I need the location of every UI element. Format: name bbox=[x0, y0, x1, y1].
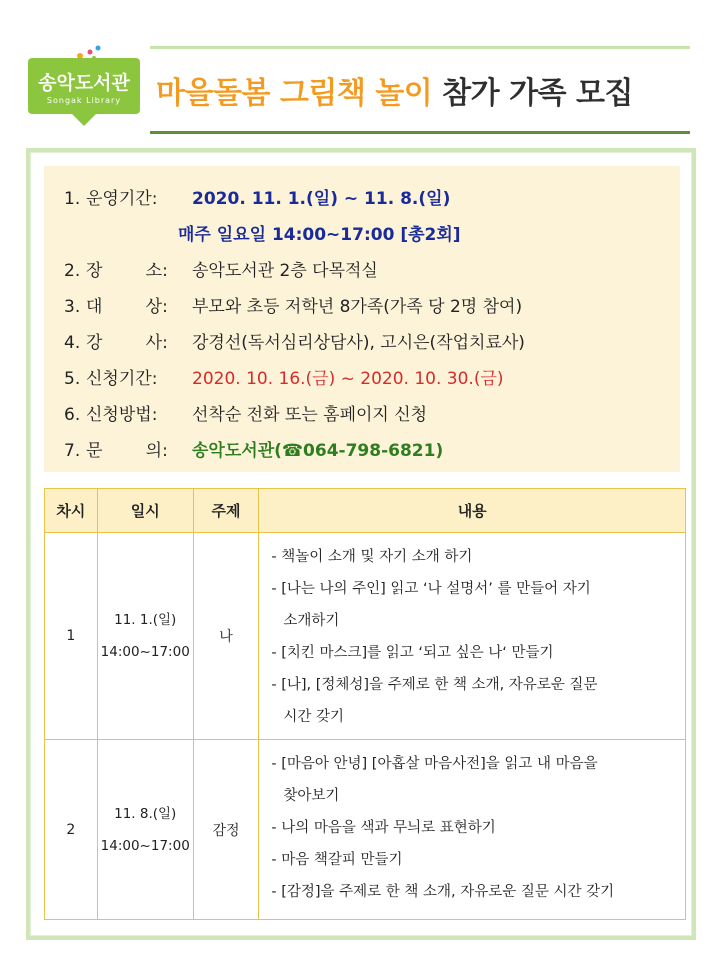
header-content: 내용 bbox=[259, 489, 686, 533]
info-row-period-2 bbox=[64, 220, 680, 256]
info-label: 장 소: bbox=[86, 261, 168, 281]
info-row-contact bbox=[64, 436, 680, 472]
info-row-apply-period bbox=[64, 364, 680, 400]
info-value: 2020. 11. 1.(일) ~ 11. 8.(일) bbox=[192, 189, 451, 209]
info-num: 1. bbox=[64, 189, 81, 209]
content-line: - [마음아 안녕] [아홉살 마음사전]을 읽고 내 마음을 bbox=[271, 756, 598, 772]
info-num: 3. bbox=[64, 297, 81, 317]
content-item bbox=[271, 573, 675, 637]
info-value: 강경선(독서심리상담사), 고시은(작업치료사) bbox=[192, 333, 525, 353]
table-row bbox=[45, 533, 686, 740]
logo-name: 송악도서관 bbox=[38, 71, 130, 94]
session-number: 2 bbox=[45, 740, 98, 920]
info-value: 부모와 초등 저학년 8가족(가족 당 2명 참여) bbox=[192, 297, 523, 317]
info-row-place bbox=[64, 256, 680, 292]
header-topic: 주제 bbox=[193, 489, 259, 533]
session-datetime bbox=[97, 533, 193, 740]
schedule-table bbox=[44, 488, 686, 920]
table-header-row bbox=[45, 489, 686, 533]
title-part-2: 참가 가족 모집 bbox=[442, 76, 633, 111]
info-label: 강 사: bbox=[86, 333, 168, 353]
content-item bbox=[271, 812, 675, 844]
content-line: - [감정]을 주제로 한 책 소개, 자유로운 질문 시간 갖기 bbox=[271, 884, 615, 900]
content-line: - 책놀이 소개 및 자기 소개 하기 bbox=[271, 549, 473, 565]
content-line: - 마음 책갈피 만들기 bbox=[271, 852, 403, 868]
content-continuation: 찾아보기 bbox=[283, 788, 340, 804]
info-value: 송악도서관 2층 다목적실 bbox=[192, 261, 378, 281]
info-num: 2. bbox=[64, 261, 81, 281]
content-item bbox=[271, 541, 675, 573]
content-line: - [치킨 마스크]를 읽고 ‘되고 싶은 나‘ 만들기 bbox=[271, 645, 554, 661]
info-row-period bbox=[64, 184, 680, 220]
content-item bbox=[271, 637, 675, 669]
session-date: 11. 8.(일) bbox=[114, 805, 177, 822]
session-topic: 나 bbox=[193, 533, 259, 740]
info-num: 5. bbox=[64, 369, 81, 389]
header-line-top bbox=[150, 46, 690, 49]
content-line: - [나는 나의 주인] 읽고 ‘나 설명서’ 를 만들어 자기 bbox=[271, 581, 591, 597]
content-line: - 나의 마음을 색과 무늬로 표현하기 bbox=[271, 820, 496, 836]
session-time: 14:00~17:00 bbox=[100, 644, 190, 660]
info-row-apply-method bbox=[64, 400, 680, 436]
title-part-1: 마을돌봄 그림책 놀이 bbox=[156, 76, 433, 111]
info-label: 신청방법: bbox=[86, 405, 158, 425]
session-content bbox=[259, 533, 686, 740]
info-label: 대 상: bbox=[86, 297, 168, 317]
header-line-bottom bbox=[150, 131, 690, 134]
logo-subtitle: Songak Library bbox=[46, 95, 122, 105]
session-content bbox=[259, 740, 686, 920]
logo-badge bbox=[28, 58, 140, 114]
content-continuation: 소개하기 bbox=[283, 613, 340, 629]
header-datetime: 일시 bbox=[97, 489, 193, 533]
info-label: 운영기간: bbox=[86, 189, 158, 209]
info-value: 송악도서관(☎064-798-6821) bbox=[192, 441, 444, 461]
info-value: 매주 일요일 14:00~17:00 [총2회] bbox=[178, 225, 461, 245]
info-value: 선착순 전화 또는 홈페이지 신청 bbox=[192, 405, 428, 425]
session-date: 11. 1.(일) bbox=[114, 612, 177, 628]
content-item bbox=[271, 844, 675, 876]
content-item bbox=[271, 748, 675, 812]
content-item bbox=[271, 669, 675, 733]
info-label: 문 의: bbox=[86, 441, 168, 461]
content-line: - [나], [정체성]을 주제로 한 책 소개, 자유로운 질문 bbox=[271, 677, 598, 693]
info-num: 6. bbox=[64, 405, 81, 425]
header-session: 차시 bbox=[45, 489, 98, 533]
session-datetime bbox=[97, 740, 193, 920]
page-title bbox=[156, 68, 690, 114]
info-value: 2020. 10. 16.(금) ~ 2020. 10. 30.(금) bbox=[192, 369, 504, 389]
content-continuation: 시간 갖기 bbox=[283, 709, 345, 725]
info-row-instructor bbox=[64, 328, 680, 364]
session-time: 14:00~17:00 bbox=[100, 837, 190, 854]
info-row-target bbox=[64, 292, 680, 328]
info-num: 4. bbox=[64, 333, 81, 353]
info-box bbox=[44, 166, 680, 472]
session-topic: 감정 bbox=[193, 740, 259, 920]
library-logo bbox=[28, 44, 140, 126]
content-item bbox=[271, 876, 675, 908]
table-row bbox=[45, 740, 686, 920]
session-number: 1 bbox=[45, 533, 98, 740]
info-label: 신청기간: bbox=[86, 369, 158, 389]
info-num: 7. bbox=[64, 441, 81, 461]
